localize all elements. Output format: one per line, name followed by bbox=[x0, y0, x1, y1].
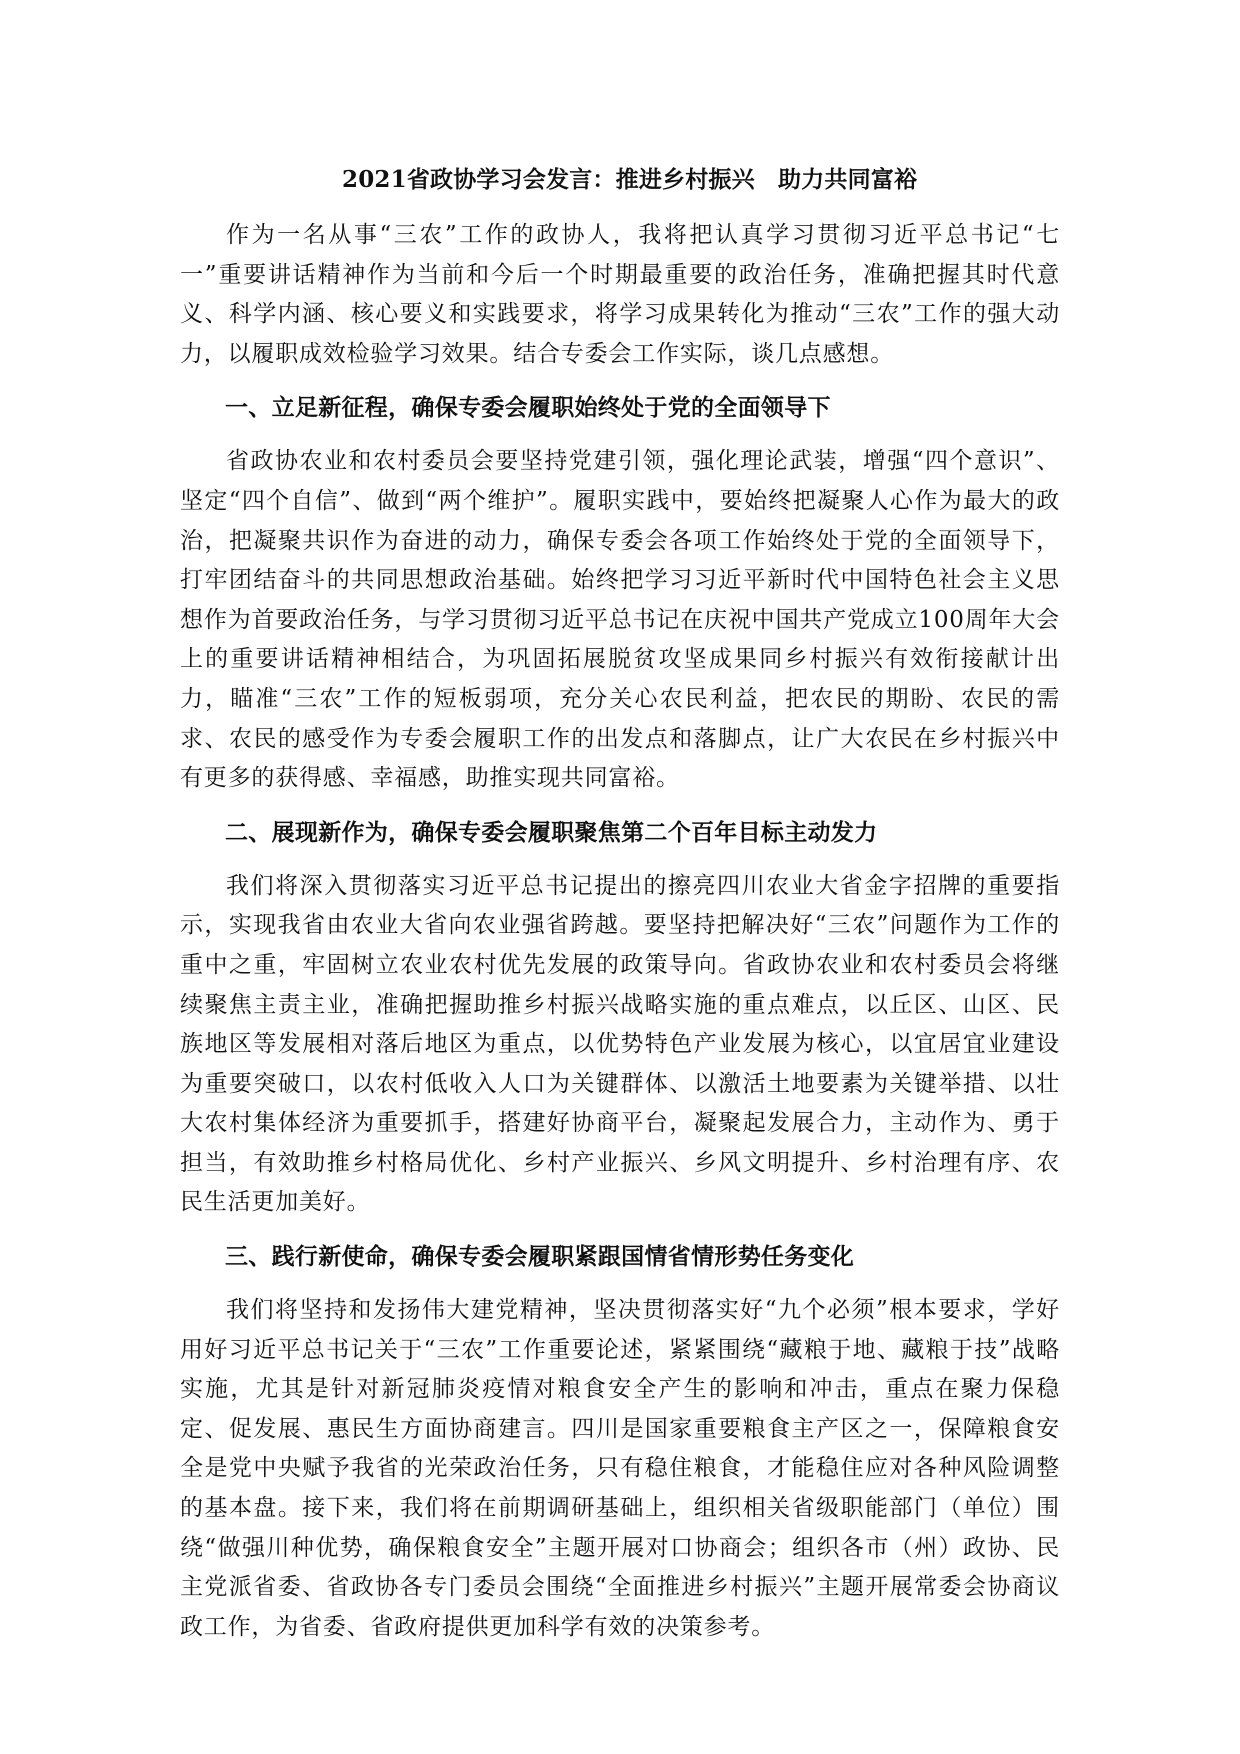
section-3-heading: 三、践行新使命，确保专委会履职紧跟国情省情形势任务变化 bbox=[225, 1243, 855, 1271]
intro-paragraph: 作为一名从事“三农”工作的政协人，我将把认真学习贯彻习近平总书记“七一”重要讲话精神作为当前和今后一个时期最重要的政治任务，准确把握其时代意义、科学内涵、核心要义和实践要求，将学习成果转化为推动“三农”工作的强大动力，以履职成效检验学习效果。结合专委会工作实际，谈几点感想。 bbox=[180, 222, 1060, 367]
section-1-heading: 一、立足新征程，确保专委会履职始终处于党的全面领导下 bbox=[225, 394, 831, 422]
section-2-paragraph: 我们将深入贯彻落实习近平总书记提出的擦亮四川农业大省金字招牌的重要指示，实现我省由农业大省向农业强省跨越。要坚持把解决好“三农”问题作为工作的重中之重，牢固树立农业农村优先发展的政策导向。省政协农业和农村委员会将继续聚焦主责主业，准确把握助推乡村振兴战略实施的重点难点，以丘区、山区、民族地区等发展相对落后地区为重点，以优势特色产业发展为核心，以宜居宜业建设为重要突破口，以农村低收入人口为关键群体、以激活土地要素为关键举措、以壮大农村集体经济为重要抓手，搭建好协商平台，凝聚起发展合力，主动作为、勇于担当，有效助推乡村格局优化、乡村产业振兴、乡风文明提升、乡村治理有序、农民生活更加美好。 bbox=[180, 872, 1060, 1216]
document-body bbox=[180, 160, 1060, 1647]
section-3-paragraph: 我们将坚持和发扬伟大建党精神，坚决贯彻落实好“九个必须”根本要求，学好用好习近平总书记关于“三农”工作重要论述，紧紧围绕“藏粮于地、藏粮于技”战略实施，尤其是针对新冠肺炎疫情对粮食安全产生的影响和冲击，重点在聚力保稳定、促发展、惠民生方面协商建言。四川是国家重要粮食主产区之一，保障粮食安全是党中央赋予我省的光荣政治任务，只有稳住粮食，才能稳住应对各种风险调整的基本盘。接下来，我们将在前期调研基础上，组织相关省级职能部门（单位）围绕“做强川种优势，确保粮食安全”主题开展对口协商会；组织各市（州）政协、民主党派省委、省政协各专门委员会围绕“全面推进乡村振兴”主题开展常委会协商议政工作，为省委、省政府提供更加科学有效的决策参考。 bbox=[180, 1297, 1060, 1640]
document-title: 2021省政协学习会发言：推进乡村振兴 助力共同富裕 bbox=[342, 166, 918, 193]
section-2-heading: 二、展现新作为，确保专委会履职聚焦第二个百年目标主动发力 bbox=[225, 818, 878, 846]
section-1-paragraph: 省政协农业和农村委员会要坚持党建引领，强化理论武装，增强“四个意识”、坚定“四个自信”、做到“两个维护”。履职实践中，要始终把凝聚人心作为最大的政治，把凝聚共识作为奋进的动力，确保专委会各项工作始终处于党的全面领导下，打牢团结奋斗的共同思想政治基础。始终把学习习近平新时代中国特色社会主义思想作为首要政治任务，与学习贯彻习近平总书记在庆祝中国共产党成立100周年大会上的重要讲话精神相结合，为巩固拓展脱贫攻坚成果同乡村振兴有效衔接献计出力，瞄准“三农”工作的短板弱项，充分关心农民利益，把农民的期盼、农民的需求、农民的感受作为专委会履职工作的出发点和落脚点，让广大农民在乡村振兴中有更多的获得感、幸福感，助推实现共同富裕。 bbox=[180, 448, 1060, 792]
